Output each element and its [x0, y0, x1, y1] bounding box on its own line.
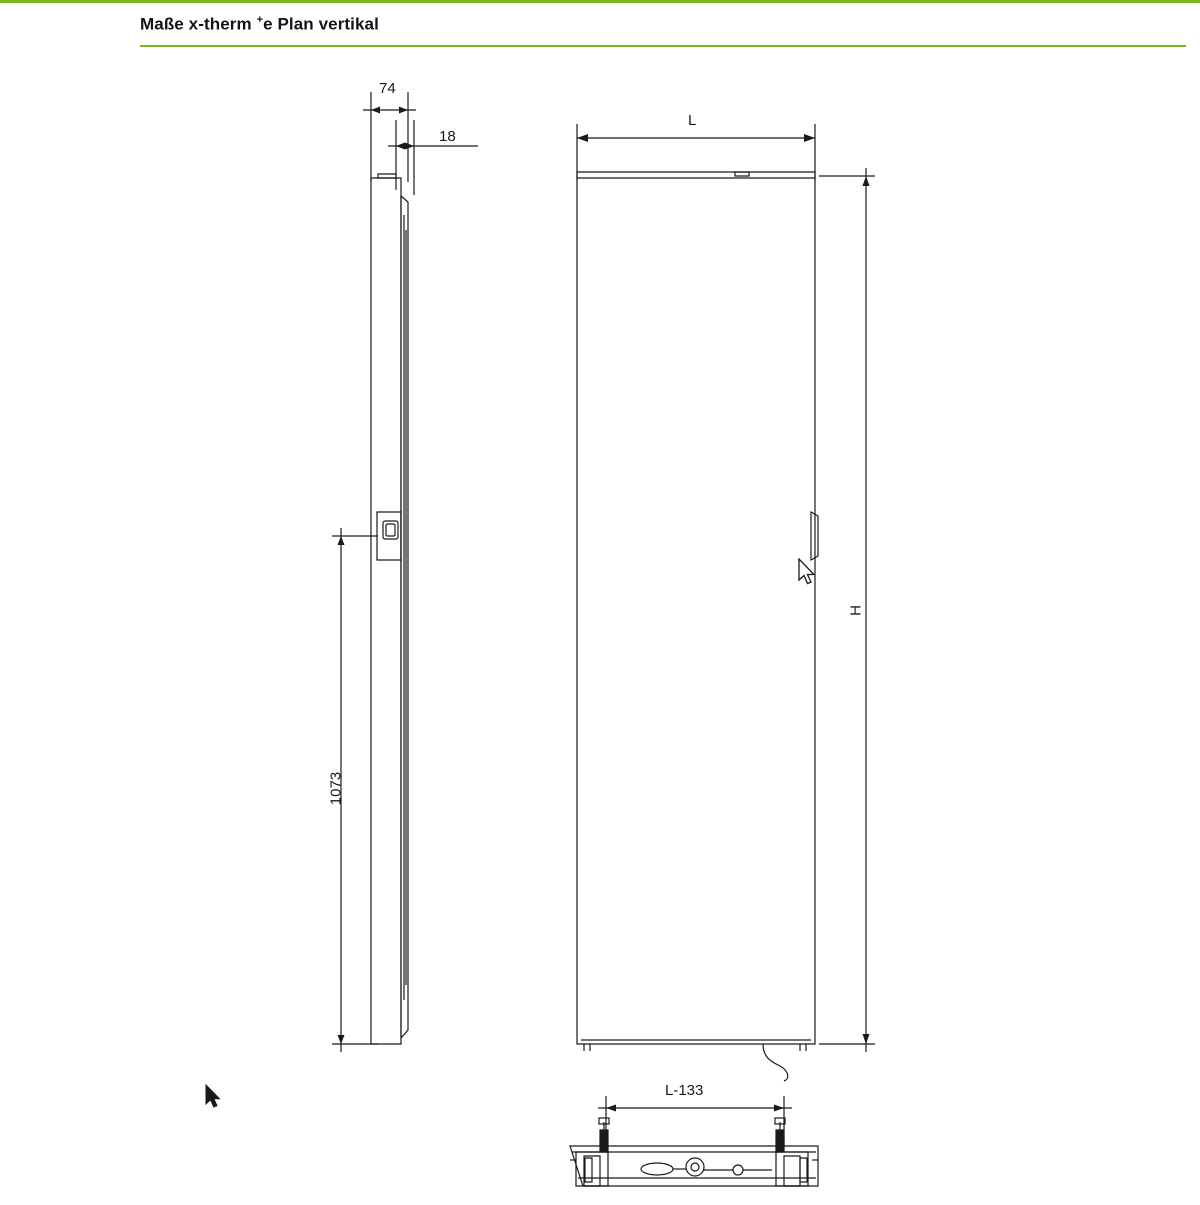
dimension-label-height: H — [847, 605, 865, 616]
dimension-label-depth-total: 74 — [379, 80, 396, 97]
dimension-label-length: L — [688, 112, 697, 129]
dimension-label-bracket-spacing: L-133 — [665, 1082, 704, 1099]
page-title-prefix: Maße x-therm — [140, 14, 257, 34]
dimension-label-control-height: 1073 — [327, 771, 345, 806]
bottom-detail-view — [570, 1096, 818, 1186]
side-view — [332, 92, 478, 1052]
page-title-suffix: e Plan vertikal — [263, 14, 379, 34]
dimension-label-depth-offset: 18 — [439, 128, 456, 145]
front-view — [577, 124, 875, 1081]
page-title-superscript: + — [256, 14, 264, 26]
